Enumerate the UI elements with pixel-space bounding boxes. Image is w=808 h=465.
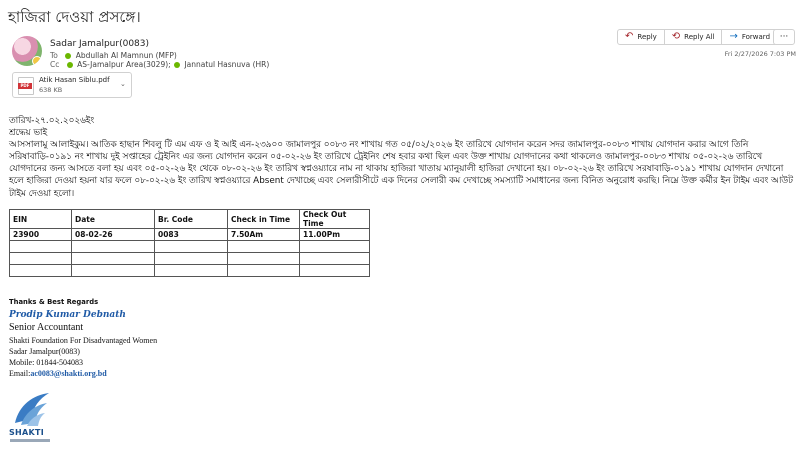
signature-regards: Thanks & Best Regards: [9, 298, 99, 306]
empty-cell: [10, 265, 72, 277]
recipient-to-1[interactable]: Abdullah Al Mamnun (MFP): [75, 51, 177, 60]
presence-status-icon: [32, 56, 42, 66]
empty-cell: [300, 265, 370, 277]
empty-cell: [228, 253, 300, 265]
body-salutation: শ্রদ্ধেয় ভাই: [9, 128, 48, 139]
empty-cell: [228, 241, 300, 253]
reply-icon: ↶: [625, 31, 634, 42]
sender-avatar[interactable]: [12, 36, 42, 66]
header-date: Date: [72, 210, 155, 229]
pdf-file-icon: [18, 77, 34, 95]
message-actions: [617, 29, 778, 45]
signature-branch: Sadar Jamalpur(0083): [9, 347, 80, 356]
signature-email-link[interactable]: ac0083@shakti.org.bd: [30, 369, 107, 378]
forward-icon: →: [729, 31, 738, 42]
header-check-out: Check Out Time: [300, 210, 370, 229]
empty-cell: [155, 253, 228, 265]
sender-name[interactable]: Sadar Jamalpur(0083): [50, 39, 150, 49]
empty-cell: [228, 265, 300, 277]
signature-org: Shakti Foundation For Disadvantaged Women: [9, 336, 158, 345]
body-paragraph: আসসালামু আলাইকুম। আতিক হাছান শিবলু টি এম এফ ও ই আই এন-২৩৯০০ জামালপুর ০০৮৩ নং শাখায় গত ০৫/০২/২০২৬ ইং তারিখে যোগদান করেন সদর জামালপুর-০০৮৩ শাখায় যোগদান করার আগে তিনি সরিষাবাড়ি-০১৯১ নং শাখায় দুই সপ্তাহের ট্রেইনিং এর জন্য যোগদান করেন ০৫-০২-২৬ ইং তারিখে ট্রেইনিং শেষ হবার কথা ছিল এবং উক্ত শাখায় যোগদানের কথা থাকলেও জামালপুর-০০৮৩ শাখায় ০৫-০২-২৬ তারিখে যোগদানের জন্য আসতে বলা হয় এবং ০৫-০২-২৬ ইং থেকে ০৮-০২-২৬ ইং তারিখ স্বপ্নওয়্যারে নাম না থাকায় হাজিরা খাতায় ম্যানুয়ালী হাজিরা দেখানো হয়। ০৮-০২-২৬ ইং তারিখে সরষাবাড়ি-০১৯১ শাখায় যোগদান দেখানো হলে হাজিরা দেওয়া হয়না যার ফলে ০৮-০২-২৬ ইং তারিখ স্বপ্নওয়্যারে Absent দেখাচ্ছে এবং সেলারীসীটে এক দিনের সেলারী কম দেখাচ্ছে সমস্যাটি সমাধানের জন্য বিনিত অনুরোধ করছি। নিম্নে উক্ত কর্মীর ইন টাইম এবং আউট টাইম দেওয়া হলো।: [9, 140, 793, 199]
empty-cell: [72, 253, 155, 265]
recipient-cc-1[interactable]: AS-Jamalpur Area(3029);: [77, 60, 171, 69]
forward-button[interactable]: [722, 29, 778, 45]
attachment-card[interactable]: [12, 72, 132, 98]
header-check-in: Check in Time: [228, 210, 300, 229]
cc-label: Cc: [50, 60, 60, 69]
presence-available-icon: [65, 53, 71, 59]
forward-label: Forward: [741, 33, 771, 41]
checkin-table: [9, 209, 370, 277]
signature-mobile: Mobile: 01844-504083: [9, 358, 83, 367]
presence-available-icon: [67, 62, 73, 68]
cc-line: [50, 60, 269, 69]
to-line: [50, 51, 177, 60]
empty-cell: [10, 241, 72, 253]
more-actions-button[interactable]: ···: [773, 29, 795, 45]
empty-cell: [155, 265, 228, 277]
cell-ein: 23900: [10, 229, 72, 241]
attachment-name: Atik Hasan Siblu.pdf: [39, 76, 110, 84]
cell-br-code: 0083: [155, 229, 228, 241]
table-row: [10, 229, 370, 241]
email-subject: হাজিরা দেওয়া প্রসঙ্গে।: [8, 8, 141, 26]
empty-cell: [72, 265, 155, 277]
reply-all-icon: ⟲: [671, 31, 681, 42]
table-header-row: [10, 210, 370, 229]
empty-cell: [300, 241, 370, 253]
signature-email-label: Email:: [9, 369, 31, 378]
reply-button[interactable]: [617, 29, 665, 45]
reply-all-button[interactable]: [665, 29, 723, 45]
cell-date: 08-02-26: [72, 229, 155, 241]
table-row-empty: [10, 241, 370, 253]
presence-available-icon: [174, 62, 180, 68]
shakti-logo-text: SHAKTI: [9, 428, 45, 437]
header-ein: EIN: [10, 210, 72, 229]
empty-cell: [72, 241, 155, 253]
recipient-cc-2[interactable]: Jannatul Hasnuva (HR): [184, 60, 270, 69]
cell-check-out: 11.00Pm: [300, 229, 370, 241]
received-time: Fri 2/27/2026 7:03 PM: [724, 50, 796, 58]
header-br-code: Br. Code: [155, 210, 228, 229]
empty-cell: [155, 241, 228, 253]
reply-label: Reply: [637, 33, 657, 41]
table-row-empty: [10, 265, 370, 277]
message-body: [9, 115, 797, 200]
empty-cell: [300, 253, 370, 265]
signature-name: Prodip Kumar Debnath: [9, 310, 126, 320]
empty-cell: [10, 253, 72, 265]
body-date-line: তারিখ-২৭.০২.২০২৬ইং: [9, 116, 95, 126]
cell-check-in: 7.50Am: [228, 229, 300, 241]
attachment-size: 638 KB: [39, 86, 63, 94]
logo-tagline: [10, 439, 50, 442]
reply-all-label: Reply All: [684, 33, 715, 41]
table-row-empty: [10, 253, 370, 265]
chevron-down-icon[interactable]: ⌄: [120, 80, 126, 88]
to-label: To: [50, 51, 58, 60]
signature-email-line: [9, 369, 107, 378]
signature-title: Senior Accountant: [9, 322, 84, 333]
